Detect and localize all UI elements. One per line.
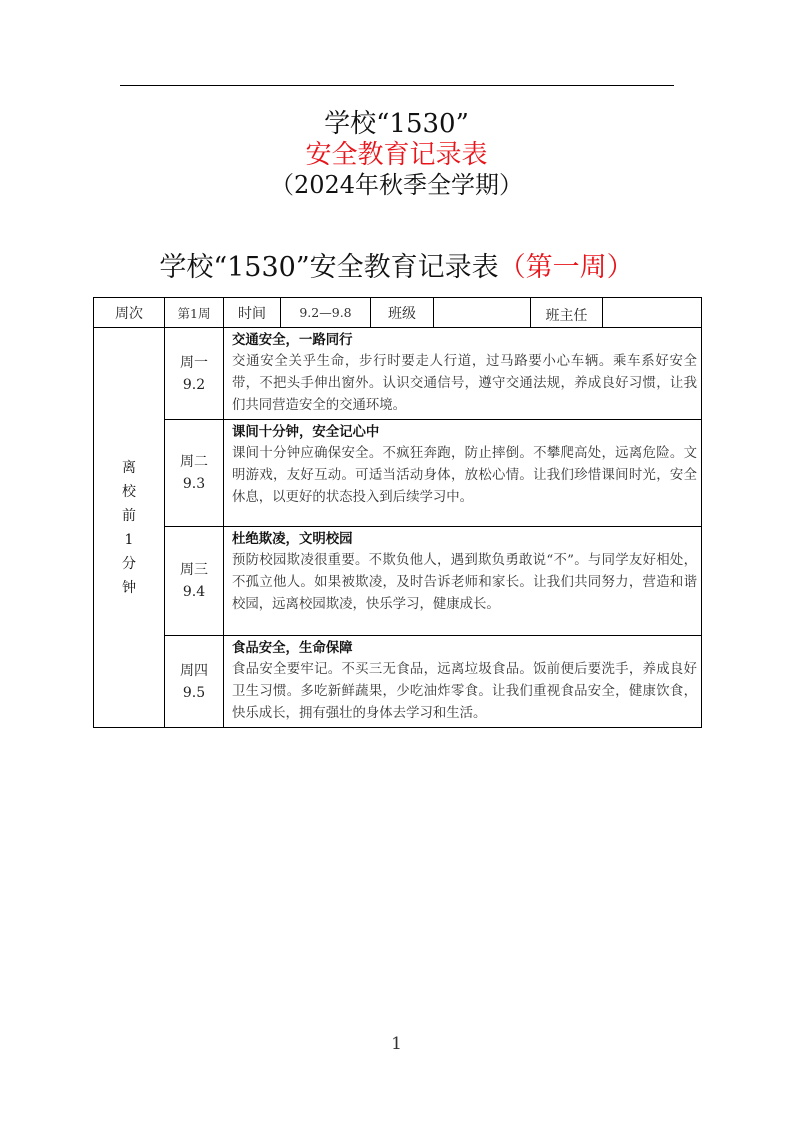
- teacher-value-cell[interactable]: [603, 298, 702, 328]
- week-value-cell: 第1周: [165, 298, 224, 328]
- time-value-cell: 9.2—9.8: [281, 298, 371, 328]
- teacher-label-cell: 班主任: [531, 298, 603, 328]
- day-date: 9.2: [182, 376, 206, 393]
- lesson-title: 杜绝欺凌，文明校园: [232, 531, 353, 547]
- day-name: 周一: [180, 354, 208, 371]
- side-label-char: 钟: [122, 579, 136, 596]
- week-label-cell: 周次: [94, 298, 165, 328]
- lesson-body: 食品安全要牢记。不买三无食品，远离垃圾食品。饭前便后要洗手，养成良好卫生习惯。多吃新鲜蔬果，少吃油炸零食。让我们重视食品安全，健康饮食，快乐成长，拥有强壮的身体去学习和生活。: [232, 662, 697, 721]
- day-name: 周四: [180, 662, 208, 679]
- day-name: 周三: [180, 562, 208, 578]
- table-row: [94, 328, 702, 420]
- class-label-cell: 班级: [371, 298, 434, 328]
- lesson-title: 课间十分钟，安全记心中: [232, 424, 380, 440]
- page-number: 1: [391, 1034, 402, 1054]
- side-label-char: 分: [122, 555, 136, 572]
- title-line-3: （2024年秋季全学期）: [269, 171, 524, 199]
- document-title-block: [0, 108, 793, 200]
- day-cell: [165, 420, 224, 527]
- week-heading-suffix: （第一周）: [498, 252, 634, 283]
- week-heading: [0, 250, 793, 286]
- lesson-body: 交通安全关乎生命，步行时要走人行道，过马路要小心车辆。乘车系好安全带，不把头手伸出窗外。认识交通信号，遵守交通法规，养成良好习惯，让我们共同营造安全的交通环境。: [232, 354, 697, 413]
- day-cell: [165, 328, 224, 420]
- side-label-cell: [94, 328, 165, 728]
- lesson-title: 食品安全，生命保障: [232, 640, 353, 656]
- lesson-body: 课间十分钟应确保安全。不疯狂奔跑，防止摔倒。不攀爬高处，远离危险。文明游戏，友好互动。可适当活动身体，放松心情。让我们珍惜课间时光，安全休息，以更好的状态投入到后续学习中。: [232, 446, 697, 505]
- safety-record-table: [93, 297, 702, 728]
- side-label-char: 前: [122, 507, 136, 524]
- day-date: 9.3: [182, 476, 206, 492]
- title-line-1: 学校“1530”: [324, 109, 469, 139]
- day-cell: [165, 527, 224, 636]
- content-cell: [224, 527, 702, 636]
- lesson-body: 预防校园欺凌很重要。不欺负他人，遇到欺负勇敢说“不”。与同学友好相处，不孤立他人。如果被欺凌，及时告诉老师和家长。让我们共同努力，营造和谐校园，远离校园欺凌，快乐学习，健康成长。: [232, 553, 697, 612]
- table-row: [94, 636, 702, 728]
- day-date: 9.4: [182, 584, 206, 600]
- content-cell: [224, 636, 702, 728]
- table-header-row: [94, 298, 702, 328]
- header-rule: [120, 85, 674, 86]
- side-label-char: 1: [124, 531, 134, 548]
- content-cell: [224, 328, 702, 420]
- class-value-cell[interactable]: [434, 298, 531, 328]
- week-heading-main: 学校“1530”安全教育记录表: [159, 252, 499, 283]
- lesson-title: 交通安全，一路同行: [232, 332, 353, 348]
- side-label-char: 校: [122, 483, 136, 500]
- side-label-char: 离: [122, 459, 136, 476]
- day-cell: [165, 636, 224, 728]
- table-row: [94, 420, 702, 527]
- day-date: 9.5: [182, 684, 206, 701]
- time-label-cell: 时间: [224, 298, 281, 328]
- table-row: [94, 527, 702, 636]
- content-cell: [224, 420, 702, 527]
- title-line-2: 安全教育记录表: [305, 140, 488, 170]
- day-name: 周二: [180, 454, 208, 470]
